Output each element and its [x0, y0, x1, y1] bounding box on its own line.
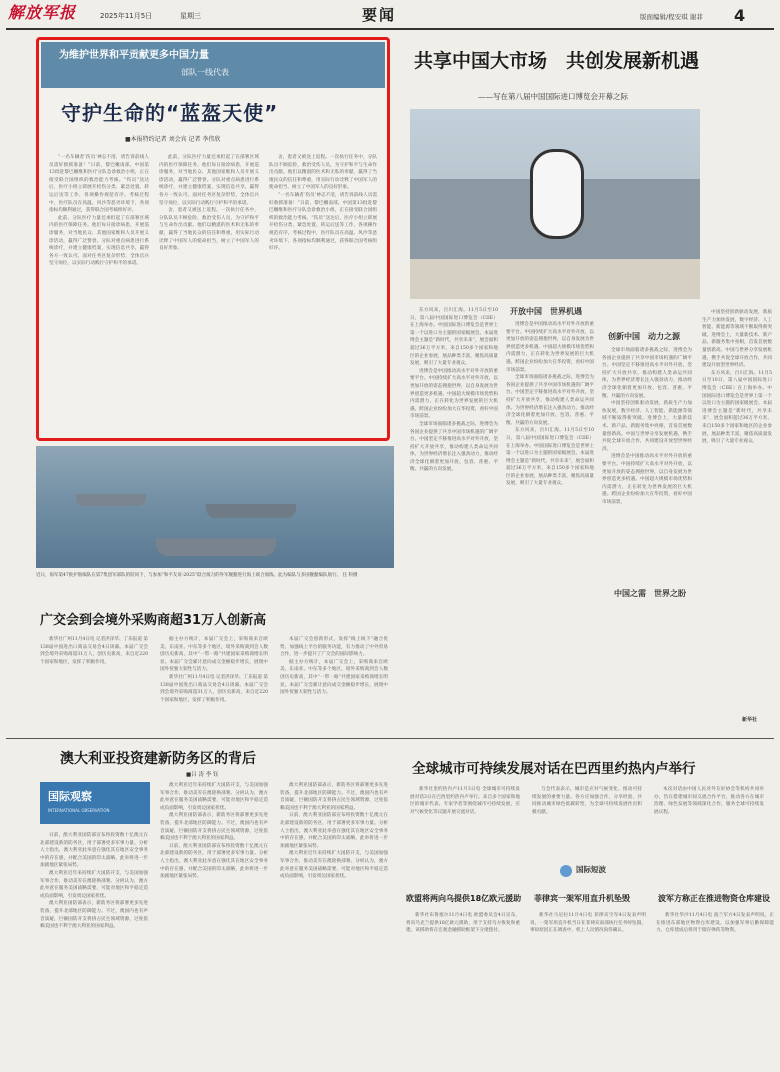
ship-2 [206, 504, 296, 518]
story-expo [398, 37, 776, 737]
intl-briefs-tag [560, 862, 640, 880]
rio-column-2: 与会代表表示，城市是应对气候变化、推动可持续发展的重要力量。各方应加强合作，分享经验，共同推动城市绿色低碳转型，为全球可持续发展作出积极贡献。 [532, 787, 642, 815]
australia-column-2: 澳大利亚近年来持续扩大国防开支，与美国加强军事合作，推动美军在澳轮换部署。分析认为，澳方此举意在服务美国战略需要，可能对地区和平稳定造成负面影响，引发周边国家担忧。 澳大利亚国防部表示，新防务区将部署更多先进装备，提升北部地区防御能力。不过，澳国内也有声音质疑，巨额国防开支将挤占民生领域资源，过度依赖美国也不利于澳大利亚的国家利益。 日前，澳大利亚国防部宣布将投资数十亿澳元在北部建设新的防务区，用于部署更多军事力量。分析人士指出，澳大利亚此举意在强化其在地区安全事务中的存在感，并配合美国的印太战略，此举将进一步加剧地区紧张局势。 [160, 783, 268, 880]
mascot-panda [530, 149, 584, 239]
brief-eu-title: 欧盟将两向乌提供18亿欧元援助 [406, 894, 522, 903]
newspaper-logo: 解放军报 [8, 3, 77, 22]
intl-observation-sub: INTERNATIONAL OBSERVATION [48, 808, 110, 813]
expo-section-1: 开放中国 世界机遇 [510, 307, 582, 316]
brief-eu [406, 894, 520, 1068]
expo-photo [410, 109, 700, 299]
rio-headline: 全球城市可持续发展对话在巴西里约热内卢举行 [412, 761, 696, 777]
story-column-3: 舍，患者又被送上返程。一次执行任务中，分队队员不顾危险，救治受伤人员，为守护和平与生命作出贡献。他们以精湛的医术和无私的奉献，赢得了当地民众的信任和尊重，用实际行动诠释了中国军人的使命担当，树立了中国军人的良好形象。 “一名车辆者‘伤员’神志不清，请告诉前线人员需好救援准备！”日前，黎巴嫩南部，中国第13批赴黎巴嫩维和医疗分队急诊救治小组，正在接受联合国组织的救治能力考核。“伤员”送达后，医疗小组立即展开检伤分类、紧急处置、转运后送等工作，各项操作规范有序。考核过程中，医疗队员在高温、风沙等恶劣环境下，各项指标均顺利通过，获得联合国考核组好评。 [269, 155, 377, 252]
issue-weekday: 星期三 [180, 12, 201, 20]
briefs-label: 国际短波 [576, 865, 606, 874]
brief-philippines [530, 894, 646, 1068]
canton-headline: 广交会到会境外采购商超31万人创新高 [40, 613, 267, 628]
brief-ph-title: 菲律宾一架军用直升机坠毁 [534, 894, 630, 903]
story-blue-helmet[interactable] [36, 37, 390, 441]
masthead-rule [6, 28, 774, 30]
expo-column-2: 进博会是中国推动高水平对外开放的重要平台。中国持续扩大高水平对外开放，以更加开放的姿态拥抱世界，以自身发展为世界创造更多机遇。中国超大规模市场优势和内需潜力，正在转化为世界发展的巨大机遇。跨国企业纷纷加大在华投资，看好中国市场前景。 全球市场面临诸多挑战之际，进博会为各国企业提供了共享中国市场机遇的广阔平台。中国坚定不移推进高水平对外开放，坚持扩大开放共享，推动构建人类命运共同体，为世界经济增长注入强劲动力，推动经济全球化朝着更加开放、包容、普惠、平衡、共赢的方向发展。 东方风来，百川汇海。11月5日至10日，第八届中国国际进口博览会（CIIE）在上海举办。中国国际进口博览会是世界上第一个以进口为主题的国家级展会。本届进博会主题是“新时代，共享未来”，展会面积超过36万平方米，来自150多个国家和地区的企业参展，展品种类丰富，聚焦高质量发展，吸引了大量专业观众。 [506, 322, 594, 487]
page-editors: 版面编辑/程安琪 谢菲 [640, 13, 703, 21]
section-rule [6, 738, 774, 739]
canton-column-2: 据主办方统计，本届广交会上，采购商来自欧美、东南亚、中东等多个地区，境外采购商到会人数创历史新高，其中“一带一路”共建国家采购商增长明显。本届广交会累计意向成交金额稳步增长，展现中国外贸强大韧性与活力。 新华社广州11月4日电 记者洪泽华、丁乐报道 第138届中国进出口商品交易会4日闭幕。本届广交会到会境外采购商超31万人，创历史新高，来自近220个国家和地区，发挥了积极作用。 [160, 637, 268, 703]
australia-byline: ■吕 涛 李 钰 [186, 772, 219, 778]
brief-eu-text: 新华社布鲁塞尔11月4日电 欧盟委员会4日宣布，将向乌克兰提供18亿欧元援助，用于支持乌方恢复和重建。该援助将在宏观金融援助框架下分批拨付。 [406, 913, 520, 934]
masthead [0, 0, 780, 30]
brief-poland [656, 894, 774, 1068]
expo-headline: 共享中国大市场 共创发展新机遇 [414, 50, 700, 72]
expo-plaza [410, 259, 700, 299]
expo-section-3: 中国之需 世界之盼 [608, 589, 692, 599]
ship-1 [76, 494, 146, 506]
naval-photo [36, 446, 394, 568]
brief-ph-text: 新华社马尼拉11月4日电 菲律宾空军4日发表声明说，一架军用直升机当日在菲律宾南部执行任务时坠毁。事故原因正在调查中，机上人员情况尚待确认。 [530, 913, 646, 934]
canton-column-3: 本届广交会创新形式，发挥“线上线下”融合优势，加强线上平台的服务功能，有力推动了中外贸易合作，进一步提升了广交会的国际影响力。 据主办方统计，本届广交会上，采购商来自欧美、东南亚、中东等多个地区，境外采购商到会人数创历史新高，其中“一带一路”共建国家采购商增长明显。本届广交会累计意向成交金额稳步增长，展现中国外贸强大韧性与活力。 [280, 637, 388, 696]
banner-subline: 部队一线代表 [181, 68, 229, 77]
briefs-icon [560, 865, 572, 877]
expo-column-1: 东方风来，百川汇海。11月5日至10日，第八届中国国际进口博览会（CIIE）在上海举办。中国国际进口博览会是世界上第一个以进口为主题的国家级展会。本届进博会主题是“新时代，共享未来”，展会面积超过36万平方米，来自150多个国家和地区的企业参展，展品种类丰富，聚焦高质量发展，吸引了大量专业观众。 进博会是中国推动高水平对外开放的重要平台。中国持续扩大高水平对外开放，以更加开放的姿态拥抱世界，以自身发展为世界创造更多机遇。中国超大规模市场优势和内需潜力，正在转化为世界发展的巨大机遇。跨国企业纷纷加大在华投资，看好中国市场前景。 全球市场面临诸多挑战之际，进博会为各国企业提供了共享中国市场机遇的广阔平台。中国坚定不移推进高水平对外开放，坚持扩大开放共享，推动构建人类命运共同体，为世界经济增长注入强劲动力，推动经济全球化朝着更加开放、包容、普惠、平衡、共赢的方向发展。 [410, 308, 498, 473]
australia-headline: 澳大利亚投资建新防务区的背后 [60, 751, 256, 767]
expo-column-4: 中国坚持创新驱动发展，新质生产力加快发展，数字经济、人工智能、新能源等领域不断取得新突破。进博会上，大量新技术、新产品、新服务集中亮相，首发首展数量创新高。中国与世界分享发展机遇，携手共促全球开放合作，共同建设开放型世界经济。 东方风来，百川汇海。11月5日至10日，第八届中国国际进口博览会（CIIE）在上海举办。中国国际进口博览会是世界上第一个以进口为主题的国家级展会。本届进博会主题是“新时代，共享未来”，展会面积超过36万平方米，来自150多个国家和地区的企业参展，展品种类丰富，聚焦高质量发展，吸引了大量专业观众。 [702, 310, 772, 445]
section-name: 要闻 [362, 6, 397, 24]
expo-subtitle: ——写在第八届中国国际进口博览会开幕之际 [478, 92, 628, 101]
rio-column-1: 新华社里约热内卢11月3日电 全球城市可持续发展对话3日在巴西里约热内卢举行。来自多个国家和地区的城市代表、专家学者等围绕城市可持续发展、应对气候变化等议题开展交流对话。 [410, 787, 520, 815]
expo-column-3: 全球市场面临诸多挑战之际，进博会为各国企业提供了共享中国市场机遇的广阔平台。中国坚定不移推进高水平对外开放，坚持扩大开放共享，推动构建人类命运共同体，为世界经济增长注入强劲动力，推动经济全球化朝着更加开放、包容、普惠、平衡、共赢的方向发展。 中国坚持创新驱动发展，新质生产力加快发展，数字经济、人工智能、新能源等领域不断取得新突破。进博会上，大量新技术、新产品、新服务集中亮相，首发首展数量创新高。中国与世界分享发展机遇，携手共促全球开放合作，共同建设开放型世界经济。 进博会是中国推动高水平对外开放的重要平台。中国持续扩大高水平对外开放，以更加开放的姿态拥抱世界，以自身发展为世界创造更多机遇。中国超大规模市场优势和内需潜力，正在转化为世界发展的巨大机遇。跨国企业纷纷加大在华投资，看好中国市场前景。 [602, 348, 692, 505]
story-australia [36, 742, 394, 1068]
story-column-1: “一名车辆者‘伤员’神志不清，请告诉前线人员需好救援准备！”日前，黎巴嫩南部，中国第13批赴黎巴嫩维和医疗分队急诊救治小组，正在接受联合国组织的救治能力考核。“伤员”送达后，医疗小组立即展开检伤分类、紧急处置、转运后送等工作，各项操作规范有序。考核过程中，医疗队员在高温、风沙等恶劣环境下，各项指标均顺利通过，获得联合国考核组好评。 此前，分队医疗力量还承担起了在部署区域内的医疗保障任务。他们每日接诊病患，开展巡诊服务，对当地民众、其他国家维和人员开展义诊活动，赢得广泛赞誉。分队对重点病患进行系统诊疗，并建立健康档案，实现信息共享，赢得各方一致认可。面对任务区复杂形势，全体官兵坚守岗位，以实际行动践行守护和平的承诺。 [49, 155, 149, 267]
issue-date: 2025年11月5日 [100, 12, 153, 20]
banner-headline: 为维护世界和平贡献更多中国力量 [59, 50, 209, 61]
expo-section-2: 创新中国 动力之源 [608, 332, 680, 341]
story-column-2: 此前，分队医疗力量还承担起了在部署区域内的医疗保障任务。他们每日接诊病患，开展巡诊服务，对当地民众、其他国家维和人员开展义诊活动，赢得广泛赞誉。分队对重点病患进行系统诊疗，并建立健康档案，实现信息共享，赢得各方一致认可。面对任务区复杂形势，全体官兵坚守岗位，以实际行动践行守护和平的承诺。 舍，患者又被送上返程。一次执行任务中，分队队员不顾危险，救治受伤人员，为守护和平与生命作出贡献。他们以精湛的医术和无私的奉献，赢得了当地民众的信任和尊重，用实际行动诠释了中国军人的使命担当，树立了中国军人的良好形象。 [159, 155, 259, 252]
story-headline: 守护生命的“蓝盔天使” [61, 101, 279, 125]
rio-column-3: 本次对话由中国人民对外友好协会等机构共同举办，旨在搭建城市间交流合作平台，推动各方在城市治理、绿色发展等领域深化合作，服务全球可持续发展议程。 [654, 787, 764, 815]
expo-source-tag: 新华社 [742, 717, 758, 723]
intl-observation-title: 国际观察 [48, 790, 92, 803]
australia-column-3: 澳大利亚国防部表示，新防务区将部署更多先进装备，提升北部地区防御能力。不过，澳国内也有声音质疑，巨额国防开支将挤占民生领域资源，过度依赖美国也不利于澳大利亚的国家利益。 日前，澳大利亚国防部宣布将投资数十亿澳元在北部建设新的防务区，用于部署更多军事力量。分析人士指出，澳大利亚此举意在强化其在地区安全事务中的存在感，并配合美国的印太战略，此举将进一步加剧地区紧张局势。 澳大利亚近年来持续扩大国防开支，与美国加强军事合作，推动美军在澳轮换部署。分析认为，澳方此举意在服务美国战略需要，可能对地区和平稳定造成负面影响，引发周边国家担忧。 [280, 783, 388, 880]
story-byline: ■本报特约记者 刘会宾 记者 李伟欣 [125, 136, 221, 143]
intl-observation-box [40, 782, 150, 824]
brief-pl-title: 波军方称正在推进物资仓库建设 [658, 894, 770, 903]
story-banner [41, 42, 385, 88]
photo-caption: 近日，海军第47批护航编队在第7集团军部队的陪同下，与参加“和平友谊-2025”联合演习的外军舰艇进行海上联合演练。此为编队与多国舰艇编队航行。 任 科摄 [36, 573, 358, 578]
canton-column-1: 新华社广州11月4日电 记者洪泽华、丁乐报道 第138届中国进出口商品交易会4日闭幕。本届广交会到会境外采购商超31万人，创历史新高，来自近220个国家和地区，发挥了积极作用。 [40, 637, 148, 665]
brief-pl-text: 新华社华沙11月4日电 波兰军方4日发表声明说，正在推进东部地区物资仓库建设，以加强军事后勤保障能力。仓库建成后将用于储存弹药等物资。 [656, 913, 774, 934]
page-number: 4 [734, 6, 746, 25]
australia-column-1: 日前，澳大利亚国防部宣布将投资数十亿澳元在北部建设新的防务区，用于部署更多军事力量。分析人士指出，澳大利亚此举意在强化其在地区安全事务中的存在感，并配合美国的印太战略，此举将进一步加剧地区紧张局势。 澳大利亚近年来持续扩大国防开支，与美国加强军事合作，推动美军在澳轮换部署。分析认为，澳方此举意在服务美国战略需要，可能对地区和平稳定造成负面影响，引发周边国家担忧。 澳大利亚国防部表示，新防务区将部署更多先进装备，提升北部地区防御能力。不过，澳国内也有声音质疑，巨额国防开支将挤占民生领域资源，过度依赖美国也不利于澳大利亚的国家利益。 [40, 833, 148, 930]
ship-3 [156, 538, 276, 556]
story-canton-fair [36, 606, 394, 736]
